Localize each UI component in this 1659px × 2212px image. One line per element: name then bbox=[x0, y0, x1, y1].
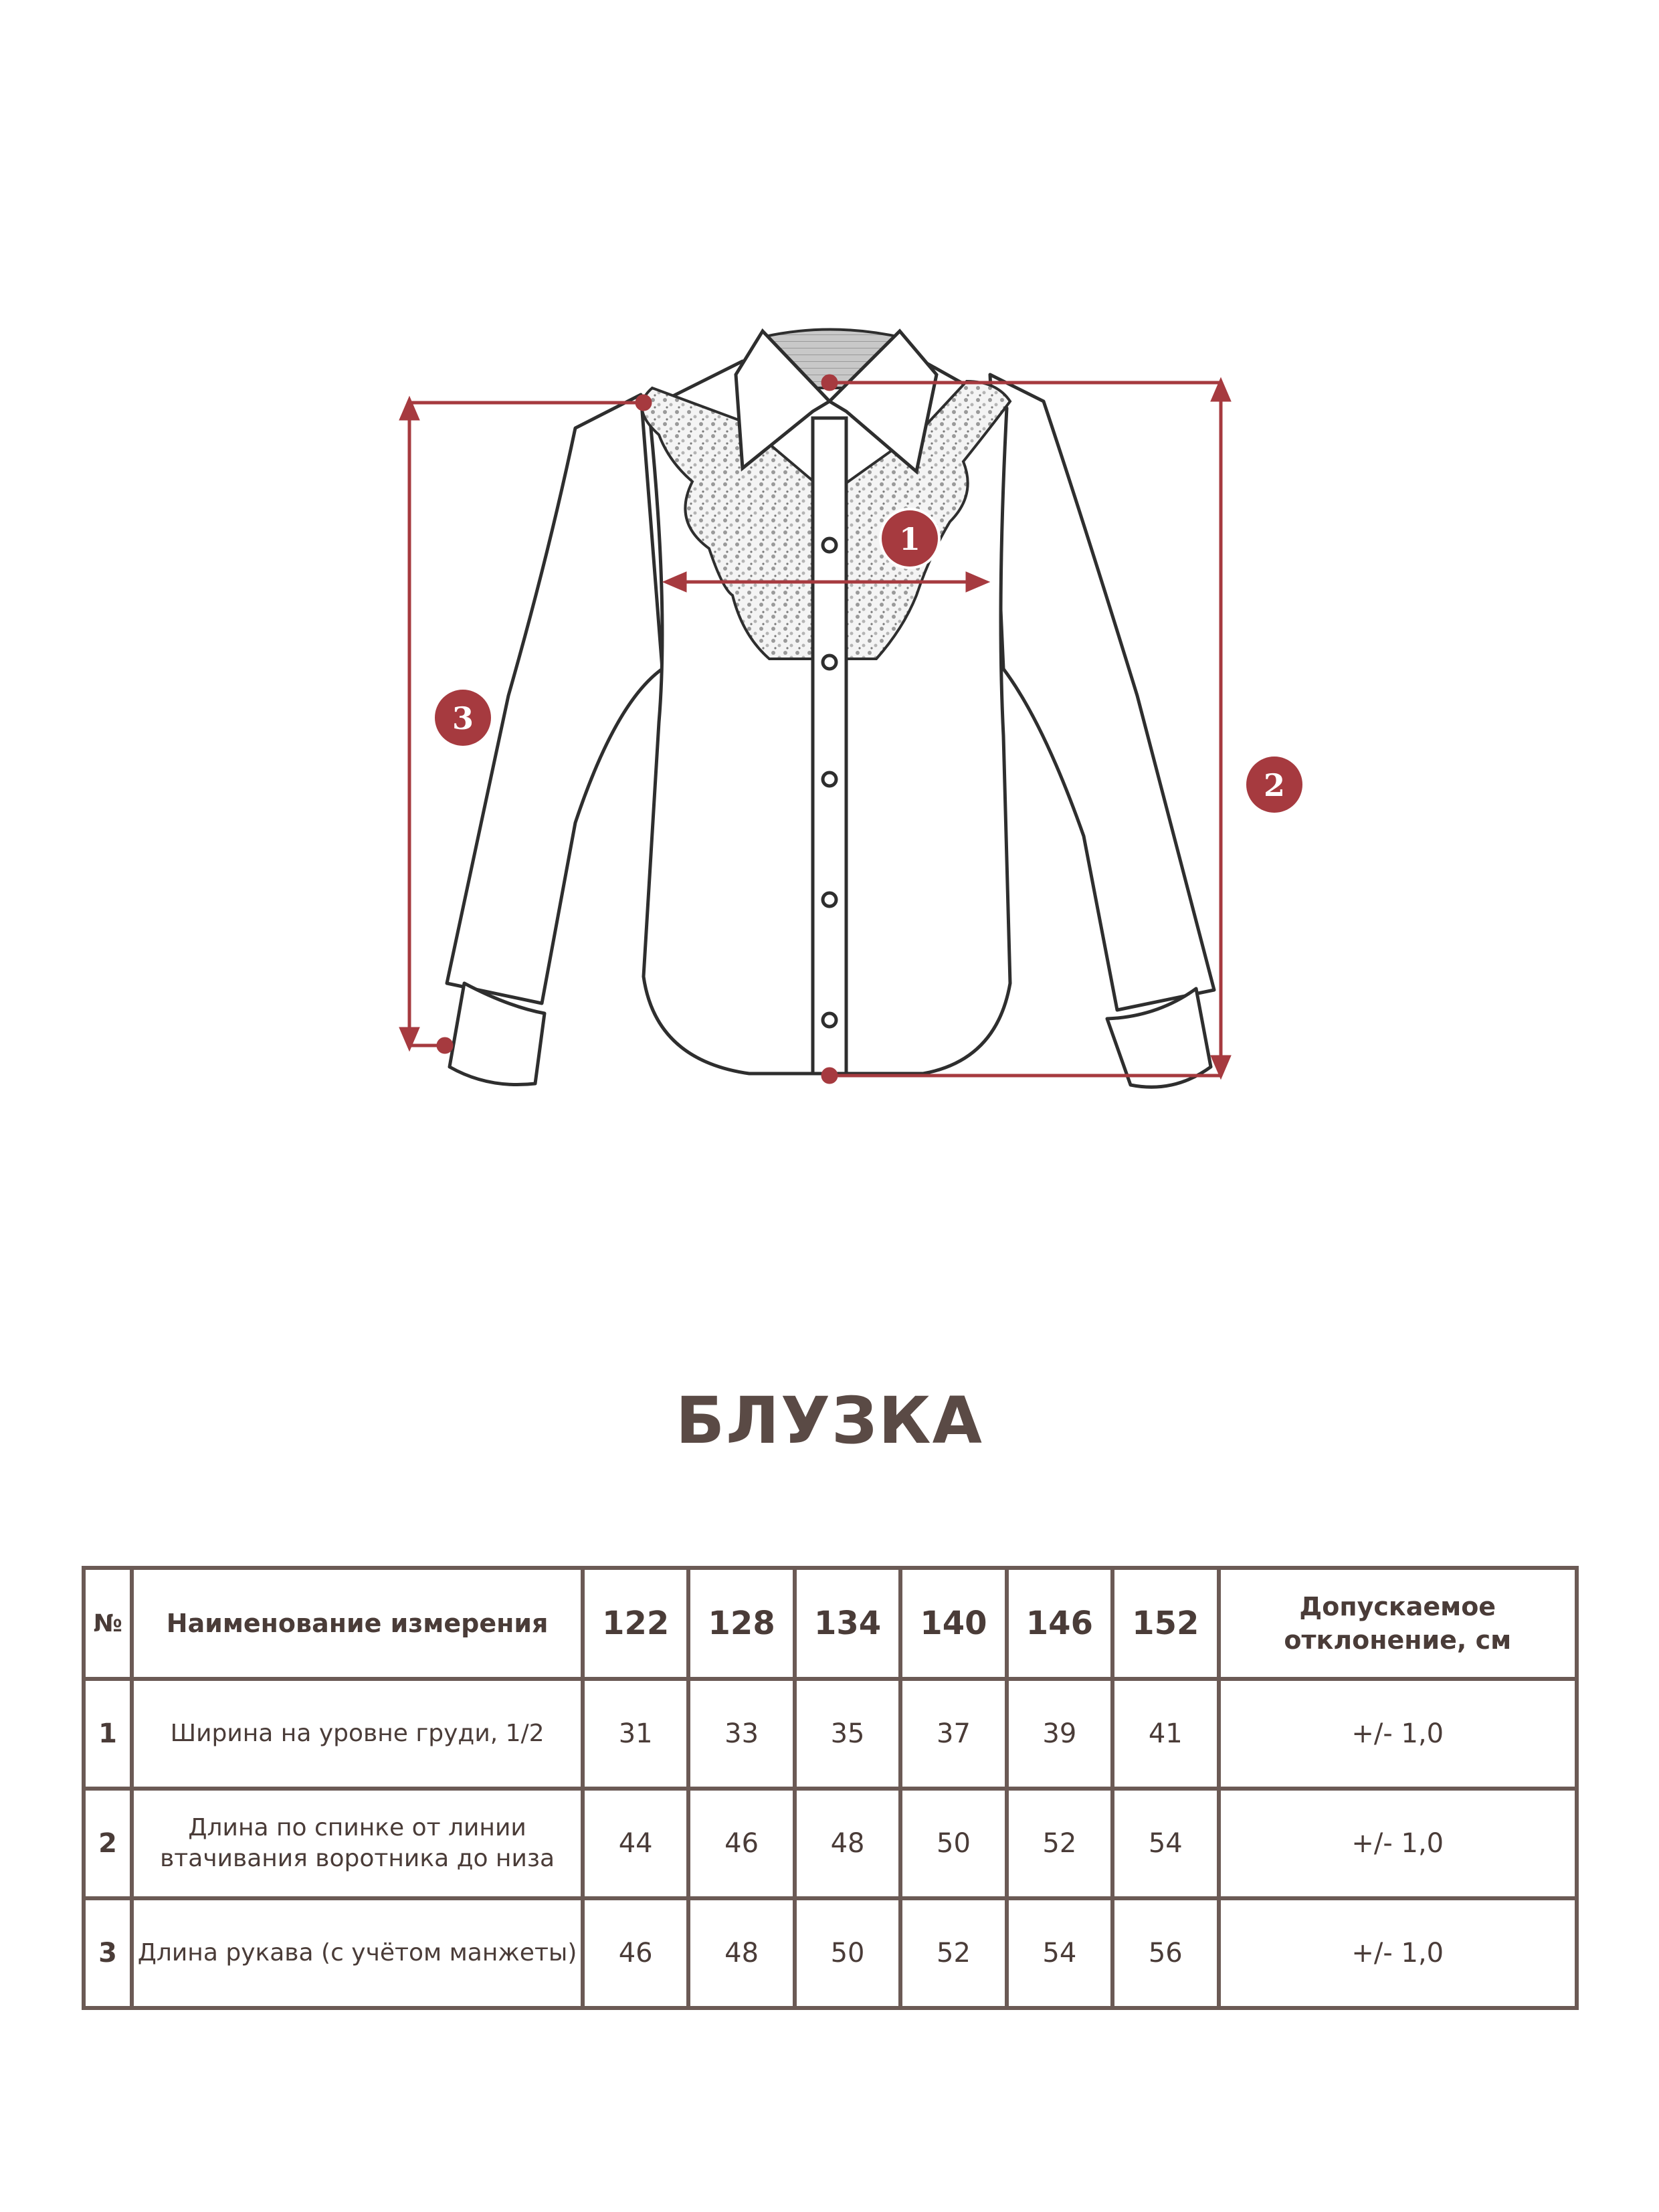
table-header-row bbox=[84, 1568, 1577, 1679]
header-size-134: 134 bbox=[795, 1568, 900, 1679]
measurement-name: Ширина на уровне груди, 1/2 bbox=[132, 1679, 583, 1789]
value-cell: 31 bbox=[583, 1679, 688, 1789]
marker-1 bbox=[880, 509, 939, 568]
page-title: БЛУЗКА bbox=[676, 1383, 983, 1458]
header-size-128: 128 bbox=[688, 1568, 794, 1679]
value-cell: 54 bbox=[1112, 1789, 1218, 1898]
value-cell: 48 bbox=[795, 1789, 900, 1898]
header-name: Наименование измерения bbox=[132, 1568, 583, 1679]
row-number: 3 bbox=[84, 1898, 132, 2008]
button-placket bbox=[813, 418, 846, 1074]
value-cell: 35 bbox=[795, 1679, 900, 1789]
deviation-cell: +/- 1,0 bbox=[1219, 1679, 1577, 1789]
deviation-cell: +/- 1,0 bbox=[1219, 1898, 1577, 2008]
value-cell: 48 bbox=[688, 1898, 794, 2008]
value-cell: 41 bbox=[1112, 1679, 1218, 1789]
value-cell: 44 bbox=[583, 1789, 688, 1898]
value-cell: 46 bbox=[583, 1898, 688, 2008]
row-number: 1 bbox=[84, 1679, 132, 1789]
value-cell: 33 bbox=[688, 1679, 794, 1789]
row-number: 2 bbox=[84, 1789, 132, 1898]
marker-2 bbox=[1245, 755, 1304, 814]
value-cell: 37 bbox=[900, 1679, 1006, 1789]
marker-1-label: 1 bbox=[898, 521, 921, 557]
measurement-name: Длина рукава (с учётом манжеты) bbox=[132, 1898, 583, 2008]
deviation-cell: +/- 1,0 bbox=[1219, 1789, 1577, 1898]
header-size-152: 152 bbox=[1112, 1568, 1218, 1679]
value-cell: 46 bbox=[688, 1789, 794, 1898]
measurement-name: Длина по спинке от линии втачивания воротника до низа bbox=[132, 1789, 583, 1898]
value-cell: 50 bbox=[900, 1789, 1006, 1898]
value-cell: 52 bbox=[900, 1898, 1006, 2008]
header-no: № bbox=[84, 1568, 132, 1679]
table-row bbox=[84, 1898, 1577, 2008]
value-cell: 50 bbox=[795, 1898, 900, 2008]
header-deviation: Допускаемое отклонение, см bbox=[1219, 1568, 1577, 1679]
value-cell: 52 bbox=[1007, 1789, 1112, 1898]
value-cell: 56 bbox=[1112, 1898, 1218, 2008]
marker-3 bbox=[433, 688, 492, 747]
marker-2-label: 2 bbox=[1263, 767, 1286, 803]
value-cell: 39 bbox=[1007, 1679, 1112, 1789]
table-row bbox=[84, 1679, 1577, 1789]
header-size-122: 122 bbox=[583, 1568, 688, 1679]
size-table bbox=[82, 1566, 1579, 2010]
value-cell: 54 bbox=[1007, 1898, 1112, 2008]
header-size-140: 140 bbox=[900, 1568, 1006, 1679]
header-size-146: 146 bbox=[1007, 1568, 1112, 1679]
table-row bbox=[84, 1789, 1577, 1898]
marker-3-label: 3 bbox=[452, 700, 474, 736]
